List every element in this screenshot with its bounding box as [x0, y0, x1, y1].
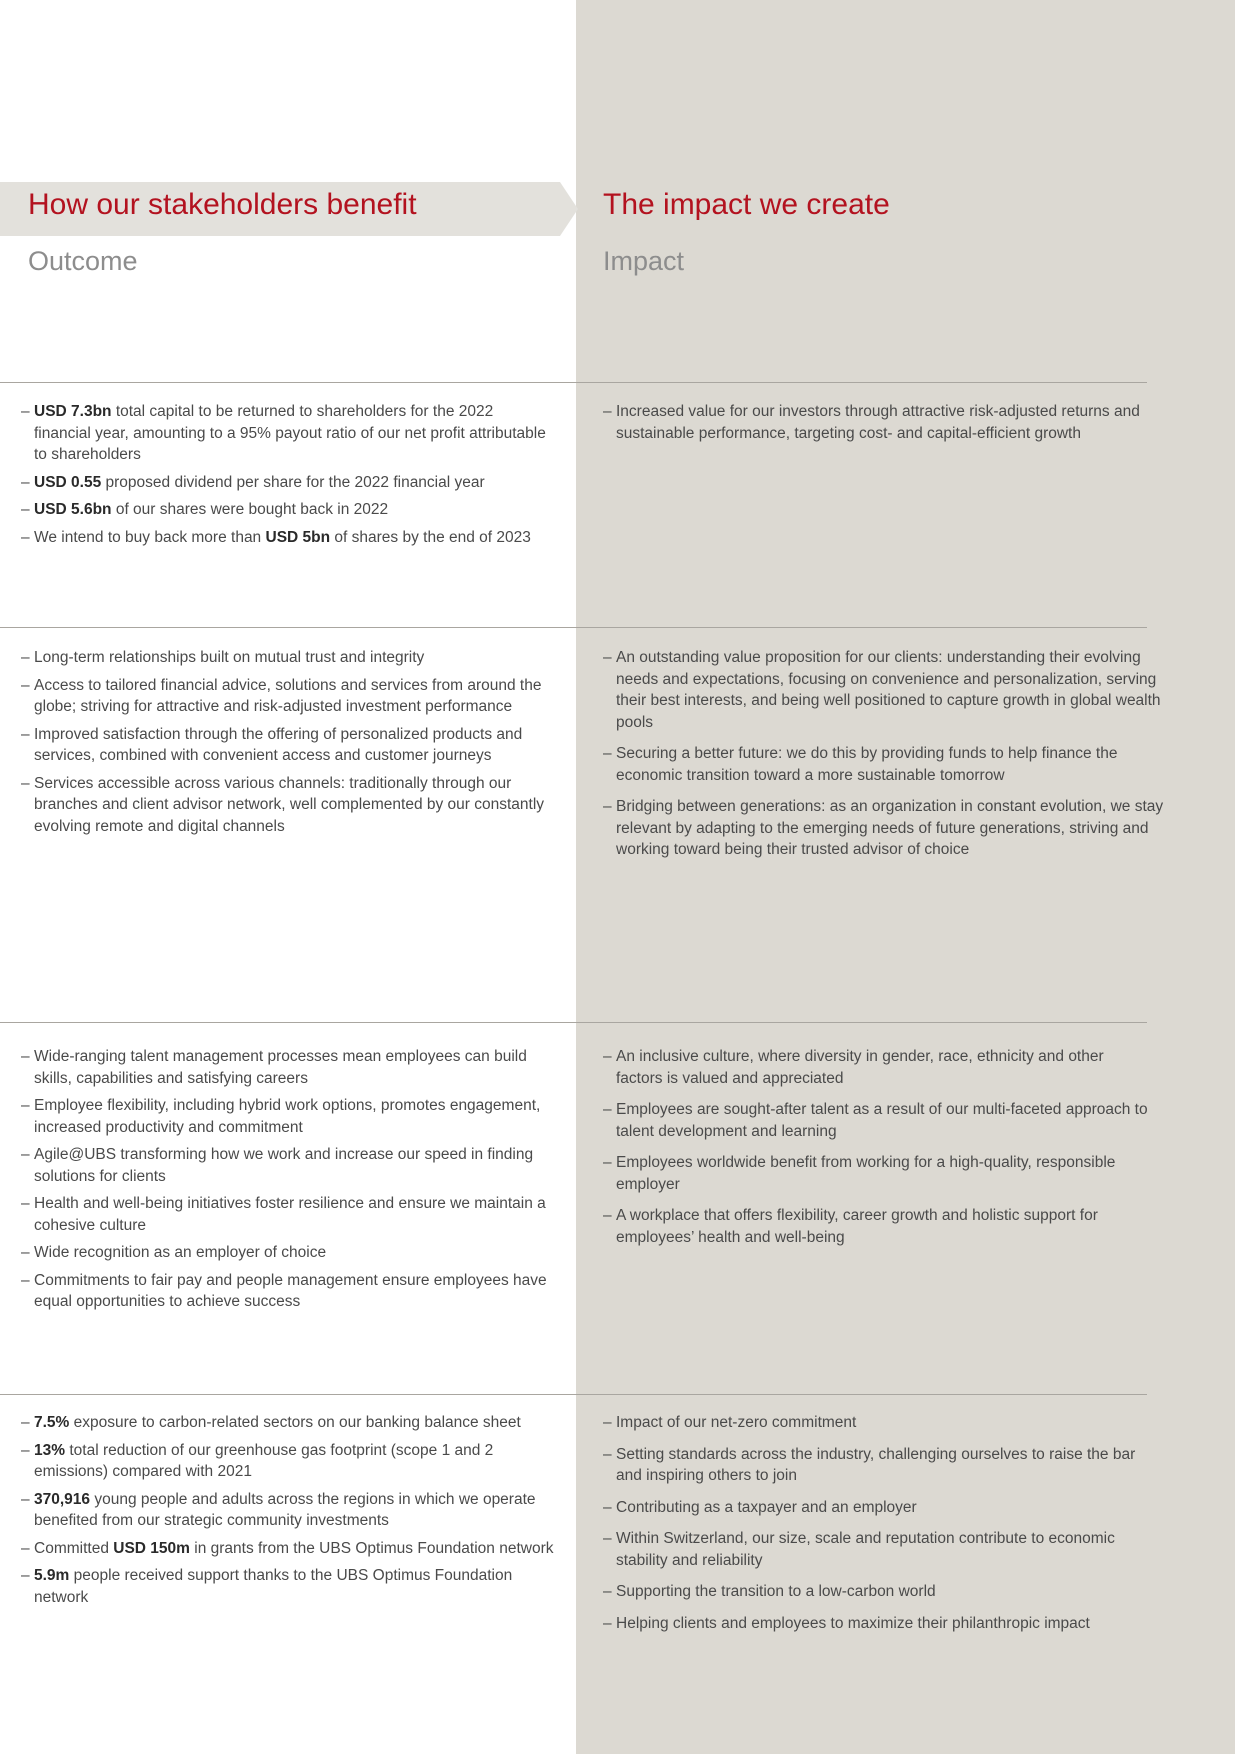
impact-item: [603, 1205, 1148, 1248]
bullet-dash: –: [21, 473, 30, 491]
impact-item: [603, 1444, 1148, 1487]
outcome-text: Health and well-being initiatives foster resilience and ensure we maintain a cohesive culture: [34, 1195, 546, 1234]
bullet-dash: –: [21, 1539, 30, 1557]
outcome-item: [21, 1489, 556, 1532]
bullet-dash: –: [21, 1195, 30, 1212]
outcome-figure: USD 0.55: [34, 473, 102, 491]
outcome-item: [21, 1412, 556, 1434]
bullet-dash: –: [21, 774, 30, 792]
impact-item: [603, 1581, 1148, 1603]
outcome-text: Commitments to fair pay and people management ensure employees have equal opportunities to achieve success: [34, 1271, 547, 1310]
bullet-dash: –: [603, 1048, 612, 1065]
impact-text: Helping clients and employees to maximize their philanthropic impact: [616, 1614, 1090, 1632]
impact-text: Bridging between generations: as an organization in constant evolution, we stay relevant by adapting to the emerging needs of future generations, striving and working toward being their trusted advisor of choice: [616, 798, 1164, 858]
outcome-item: [21, 647, 551, 669]
bullet-dash: –: [21, 1097, 30, 1114]
bullet-dash: –: [21, 1441, 30, 1459]
outcome-item: [21, 527, 551, 549]
impact-text: Supporting the transition to a low-carbon world: [616, 1583, 936, 1600]
outcome-figure: USD 5bn: [265, 528, 331, 546]
bullet-dash: –: [603, 1530, 612, 1547]
outcome-figure: 370,916: [34, 1490, 91, 1508]
impact-item: [603, 1152, 1148, 1195]
impact-item: [603, 1412, 1148, 1434]
impact-text: Setting standards across the industry, challenging ourselves to raise the bar and inspiring others to join: [616, 1445, 1136, 1484]
bullet-dash: –: [21, 649, 30, 666]
outcome-figure: 5.9m: [34, 1567, 70, 1584]
bullet-dash: –: [21, 1490, 30, 1508]
outcome-item: [21, 499, 551, 521]
outcome-text: in grants from the UBS Optimus Foundation network: [189, 1539, 554, 1557]
outcome-text: Services accessible across various channels: traditionally through our branches and client advisor network, well complemented by our constantly evolving remote and digital channels: [34, 774, 545, 835]
outcome-item: [21, 724, 551, 767]
impact-text: Increased value for our investors through attractive risk-adjusted returns and sustainable performance, targeting cost- and capital-efficient growth: [616, 403, 1140, 442]
impact-list-employees: [603, 1046, 1148, 1258]
bullet-dash: –: [603, 649, 612, 666]
bullet-dash: –: [21, 725, 30, 743]
bullet-dash: –: [21, 1414, 30, 1431]
impact-text: An inclusive culture, where diversity in gender, race, ethnicity and other factors is valued and appreciated: [616, 1048, 1104, 1087]
bullet-dash: –: [21, 501, 30, 518]
outcome-item: [21, 773, 551, 838]
outcome-text: of shares by the end of 2023: [330, 528, 531, 546]
impact-item: [603, 743, 1173, 786]
impact-item: [603, 1099, 1148, 1142]
outcome-item: [21, 1565, 556, 1608]
bullet-dash: –: [603, 1445, 612, 1463]
impact-item: [603, 1046, 1148, 1089]
outcome-text: Agile@UBS transforming how we work and increase our speed in finding solutions for clients: [34, 1146, 534, 1185]
bullet-dash: –: [21, 676, 30, 694]
bullet-dash: –: [603, 1101, 612, 1118]
section-divider: [0, 627, 1147, 628]
outcome-item: [21, 472, 551, 494]
impact-item: [603, 1528, 1148, 1571]
outcome-figure: 13%: [34, 1441, 66, 1459]
outcome-text: total reduction of our greenhouse gas footprint (scope 1 and 2 emissions) compared with 2021: [34, 1441, 494, 1480]
impact-item: [603, 1613, 1148, 1635]
bullet-dash: –: [603, 1498, 612, 1516]
impact-list-society: [603, 1412, 1148, 1644]
bullet-dash: –: [603, 1207, 612, 1224]
outcome-item: [21, 1193, 551, 1236]
outcome-item: [21, 1095, 551, 1138]
outcome-text: of our shares were bought back in 2022: [111, 501, 389, 518]
section-divider: [0, 1394, 1147, 1395]
impact-item: [603, 796, 1173, 861]
outcome-text: Wide recognition as an employer of choice: [34, 1244, 327, 1261]
outcome-text: exposure to carbon-related sectors on our banking balance sheet: [69, 1414, 521, 1431]
outcome-figure: USD 5.6bn: [34, 501, 112, 518]
impact-item: [603, 1497, 1148, 1519]
outcome-list-employees: [21, 1046, 551, 1319]
outcome-item: [21, 1144, 551, 1187]
bullet-dash: –: [603, 1414, 612, 1431]
outcome-text: people received support thanks to the UBS Optimus Foundation network: [34, 1567, 513, 1606]
impact-text: Securing a better future: we do this by providing funds to help finance the economic transition toward a more sustainable tomorrow: [616, 745, 1118, 784]
outcome-item: [21, 675, 551, 718]
bullet-dash: –: [21, 403, 30, 420]
bullet-dash: –: [603, 1154, 612, 1171]
outcome-figure: USD 7.3bn: [34, 403, 112, 420]
impact-subtitle: Impact: [603, 246, 685, 276]
outcome-text: Improved satisfaction through the offering of personalized products and services, combined with convenient access and customer journeys: [34, 725, 523, 764]
bullet-dash: –: [603, 798, 612, 815]
outcome-text: Committed: [34, 1539, 114, 1557]
outcome-text: Wide-ranging talent management processes mean employees can build skills, capabilities and satisfying careers: [34, 1048, 527, 1087]
outcome-list-society: [21, 1412, 556, 1614]
outcome-item: [21, 1046, 551, 1089]
impact-item: [603, 647, 1173, 733]
outcome-text: Employee flexibility, including hybrid work options, promotes engagement, increased productivity and commitment: [34, 1097, 541, 1136]
outcome-item: [21, 1270, 551, 1313]
impact-text: Employees worldwide benefit from working for a high-quality, responsible employer: [616, 1154, 1116, 1193]
outcome-figure: 7.5%: [34, 1414, 70, 1431]
impact-text: A workplace that offers flexibility, career growth and holistic support for employees’ health and well-being: [616, 1207, 1098, 1246]
bullet-dash: –: [21, 1146, 30, 1163]
bullet-dash: –: [21, 1048, 30, 1065]
impact-text: An outstanding value proposition for our clients: understanding their evolving needs and expectations, focusing on convenience and personalization, serving their best interests, and being well positioned to capture growth in global wealth pools: [616, 649, 1161, 731]
bullet-dash: –: [603, 1583, 612, 1600]
outcome-text: total capital to be returned to shareholders for the 2022 financial year, amounting to a 95% payout ratio of our net profit attributable to shareholders: [34, 403, 546, 463]
section-divider: [0, 1022, 1147, 1023]
outcome-text: young people and adults across the regions in which we operate benefited from our strategic community investments: [34, 1490, 536, 1529]
bullet-dash: –: [603, 745, 612, 762]
outcome-item: [21, 401, 551, 466]
outcome-text: proposed dividend per share for the 2022 financial year: [101, 473, 485, 491]
bullet-dash: –: [21, 1244, 30, 1261]
impact-text: Within Switzerland, our size, scale and reputation contribute to economic stability and reliability: [616, 1530, 1115, 1569]
impact-text: Impact of our net-zero commitment: [616, 1414, 857, 1431]
impact-text: Employees are sought-after talent as a result of our multi-faceted approach to talent development and learning: [616, 1101, 1148, 1140]
outcome-item: [21, 1538, 556, 1560]
impact-we-create-title: The impact we create: [603, 188, 890, 221]
outcome-list-shareholders: [21, 401, 551, 554]
stakeholders-benefit-title: How our stakeholders benefit: [28, 188, 417, 221]
impact-item: [603, 401, 1148, 444]
impact-text: Contributing as a taxpayer and an employer: [616, 1498, 917, 1516]
section-divider: [0, 382, 1147, 383]
outcome-subtitle: Outcome: [28, 246, 138, 276]
outcome-text: We intend to buy back more than: [34, 528, 266, 546]
outcome-figure: USD 150m: [113, 1539, 190, 1557]
bullet-dash: –: [21, 1271, 30, 1289]
outcome-item: [21, 1242, 551, 1264]
bullet-dash: –: [21, 1567, 30, 1584]
bullet-dash: –: [21, 528, 30, 546]
bullet-dash: –: [603, 403, 612, 420]
outcome-list-clients: [21, 647, 551, 843]
outcome-text: Long-term relationships built on mutual trust and integrity: [34, 649, 425, 666]
outcome-item: [21, 1440, 556, 1483]
bullet-dash: –: [603, 1614, 612, 1632]
impact-list-shareholders: [603, 401, 1148, 454]
outcome-text: Access to tailored financial advice, solutions and services from around the globe; striving for attractive and risk-adjusted investment performance: [34, 676, 542, 715]
impact-list-clients: [603, 647, 1173, 871]
